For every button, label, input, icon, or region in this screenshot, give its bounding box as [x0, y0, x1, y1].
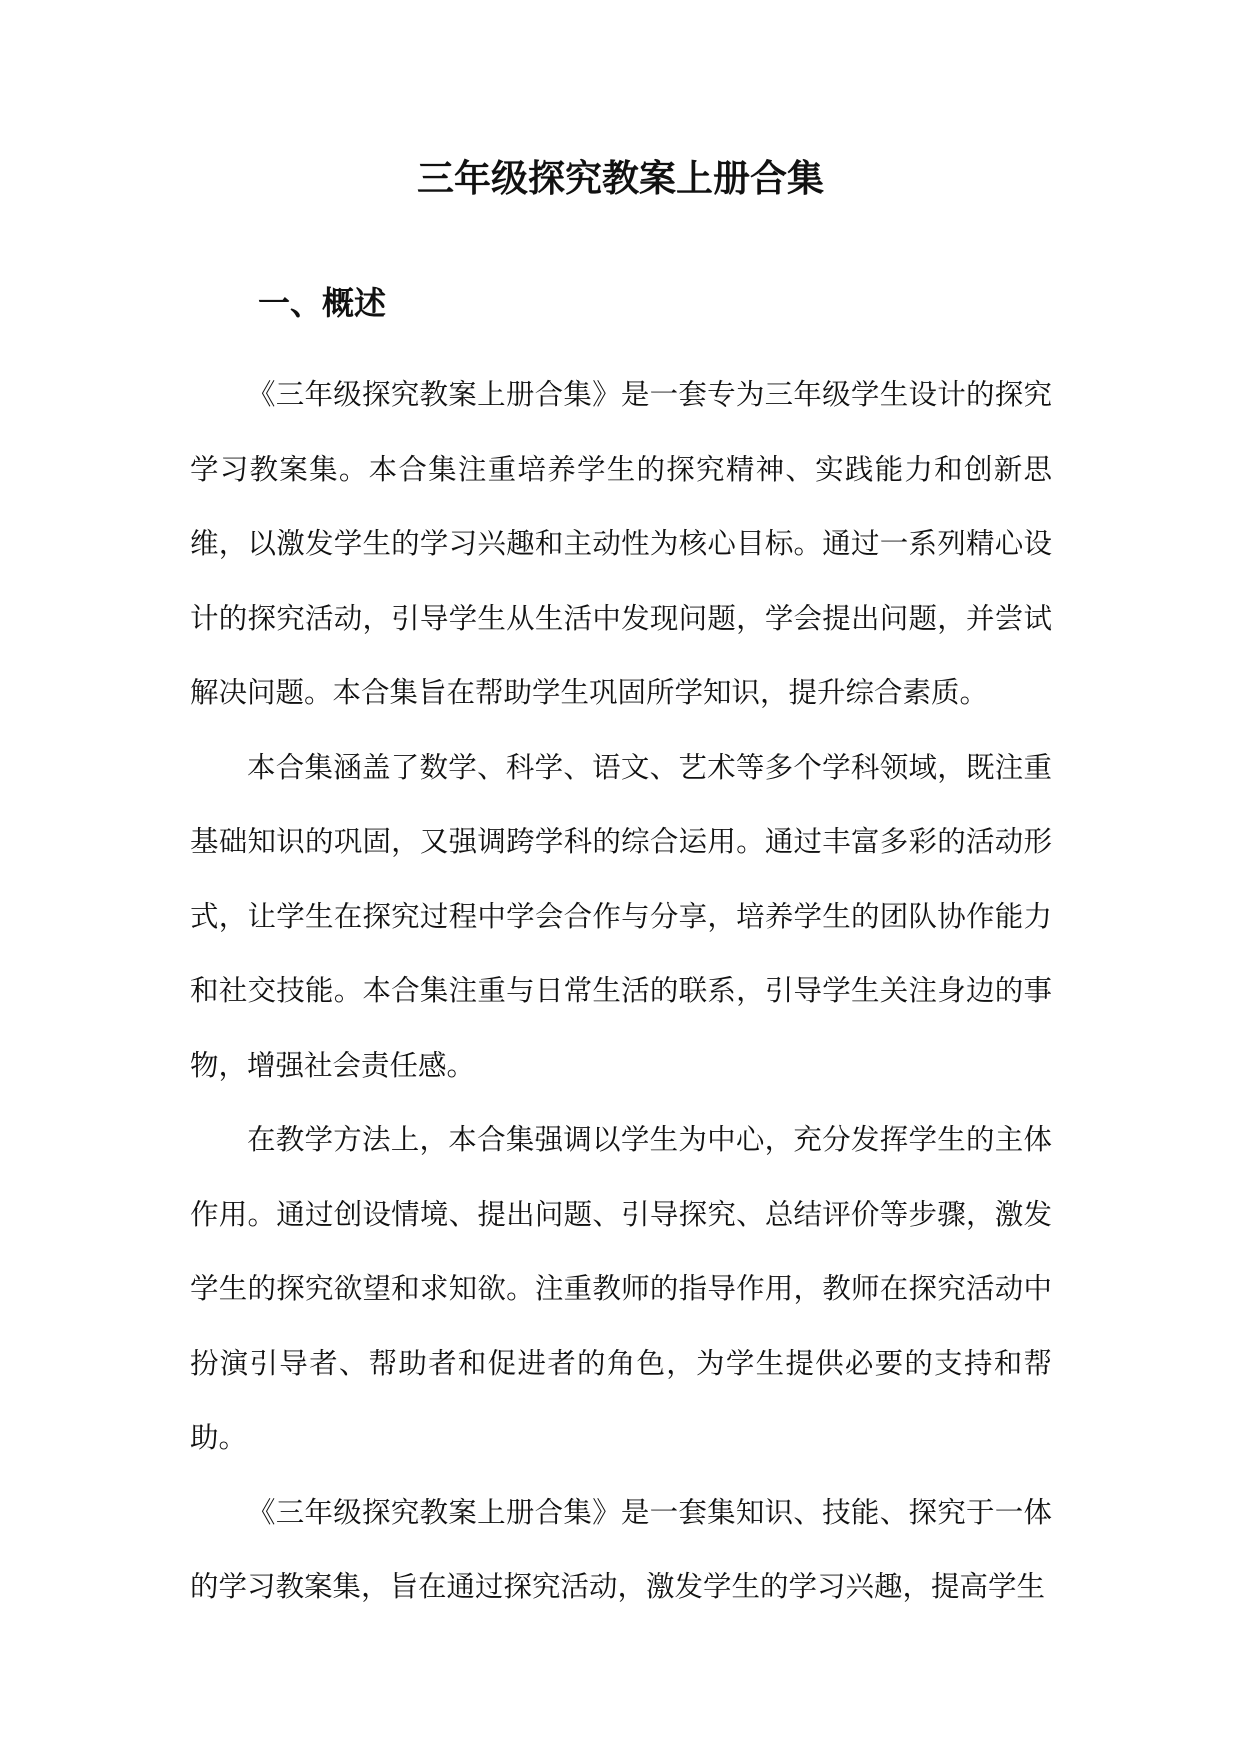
document-title: 三年级探究教案上册合集 [417, 156, 824, 200]
paragraph-1: 《三年级探究教案上册合集》是一套专为三年级学生设计的探究学习教案集。本合集注重培养学生的探究精神、实践能力和创新思维，以激发学生的学习兴趣和主动性为核心目标。通过一系列精心设计的探究活动，引导学生从生活中发现问题，学会提出问题，并尝试解决问题。本合集旨在帮助学生巩固所学知识，提升综合素质。 [190, 378, 1052, 709]
body-text [190, 358, 1052, 1625]
paragraph-3: 在教学方法上，本合集强调以学生为中心，充分发挥学生的主体作用。通过创设情境、提出问题、引导探究、总结评价等步骤，激发学生的探究欲望和求知欲。注重教师的指导作用，教师在探究活动中扮演引导者、帮助者和促进者的角色，为学生提供必要的支持和帮助。 [190, 1123, 1052, 1454]
paragraph-2: 本合集涵盖了数学、科学、语文、艺术等多个学科领域，既注重基础知识的巩固，又强调跨学科的综合运用。通过丰富多彩的活动形式，让学生在探究过程中学会合作与分享，培养学生的团队协作能力和社交技能。本合集注重与日常生活的联系，引导学生关注身边的事物，增强社会责任感。 [190, 750, 1052, 1082]
paragraph-4: 《三年级探究教案上册合集》是一套集知识、技能、探究于一体的学习教案集，旨在通过探究活动，激发学生的学习兴趣，提高学生 [190, 1495, 1052, 1603]
section-heading: 一、概述 [258, 284, 387, 322]
